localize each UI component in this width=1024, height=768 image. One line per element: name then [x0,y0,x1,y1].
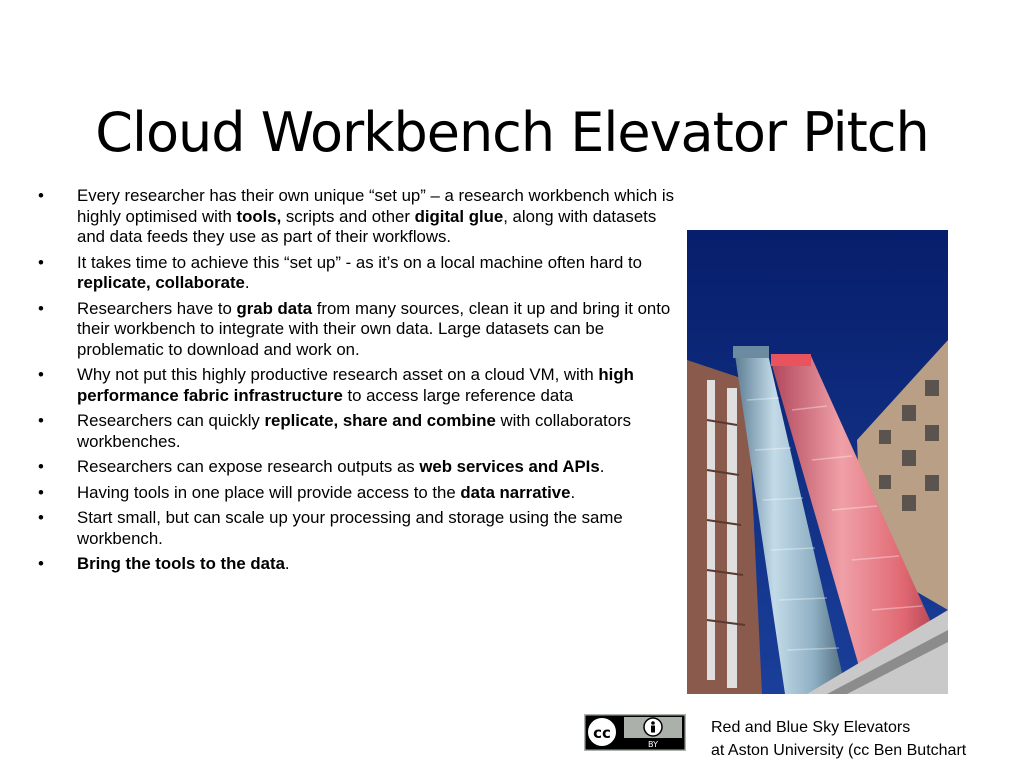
bullet-marker: • [38,186,44,205]
bullet-text: Every researcher has their own unique “set up” – a research workbench which is highly optimised with [77,186,674,226]
elevator-photo [687,230,948,694]
bullet-text: Researchers have to [77,298,237,318]
bullet-text: Researchers can expose research outputs as [77,457,420,476]
bullet-item [38,299,683,361]
bullet-text: from many sources, clean it up and bring it onto their workbench to integrate with their own data. Large datasets can be problematic to download and work on. [77,298,671,359]
bullet-text: Researchers can quickly [77,411,265,430]
bullet-item [38,554,683,575]
bullet-item [38,186,683,248]
bullet-text: . [570,482,576,502]
bullet-text: Start small, but can scale up your processing and storage using the same workbench. [77,508,623,548]
bullet-emphasis: Bring the tools to the data [77,554,285,573]
photo-caption [711,716,966,762]
svg-text:cc: cc [593,724,611,742]
cc-by-label: BY [648,740,658,749]
bullet-item [38,365,683,406]
bullet-emphasis: replicate, share and combine [264,411,496,430]
bullet-text: Why not put this highly productive research asset on a cloud VM, with [77,365,599,384]
bullet-list [38,186,683,580]
bullet-text: It takes time to achieve this “set up” - as it’s on a local machine often hard to [77,252,642,272]
bullet-text: to access large reference data [342,385,574,405]
bullet-item [38,253,683,294]
bullet-emphasis: web services and APIs [419,457,600,476]
bullet-text: . [244,273,250,292]
bullet-marker: • [38,482,44,502]
cc-by-license-badge [584,714,686,751]
bullet-emphasis: data narrative [460,482,571,502]
bullet-marker: • [38,508,44,527]
bullet-text: Having tools in one place will provide access to the [77,482,461,502]
bullet-marker: • [38,365,44,384]
bullet-text: scripts and other [281,206,415,226]
bullet-marker: • [38,252,44,272]
slide-title: Cloud Workbench Elevator Pitch [95,101,929,165]
bullet-text: with collaborators workbenches. [77,411,632,451]
bullet-marker: • [38,298,44,318]
bullet-item [38,508,683,549]
caption-line-1: Red and Blue Sky Elevators [711,719,911,736]
bullet-emphasis: high performance fabric infrastructure [77,365,634,405]
bullet-item [38,457,683,478]
bullet-marker: • [38,457,44,476]
bullet-text: . [599,457,605,476]
bullet-item [38,411,683,452]
caption-line-2: at Aston University (cc Ben Butchart [711,742,967,759]
bullet-emphasis: digital glue [414,206,504,226]
bullet-item [38,483,683,504]
bullet-emphasis: grab data [236,298,313,318]
bullet-emphasis: tools, [236,206,282,226]
bullet-marker: • [38,554,44,573]
bullet-emphasis: replicate, collaborate [77,273,245,292]
bullet-text: . [284,554,290,573]
bullet-text: , along with datasets and data feeds they use as part of their workflows. [77,206,657,246]
bullet-marker: • [38,411,44,430]
